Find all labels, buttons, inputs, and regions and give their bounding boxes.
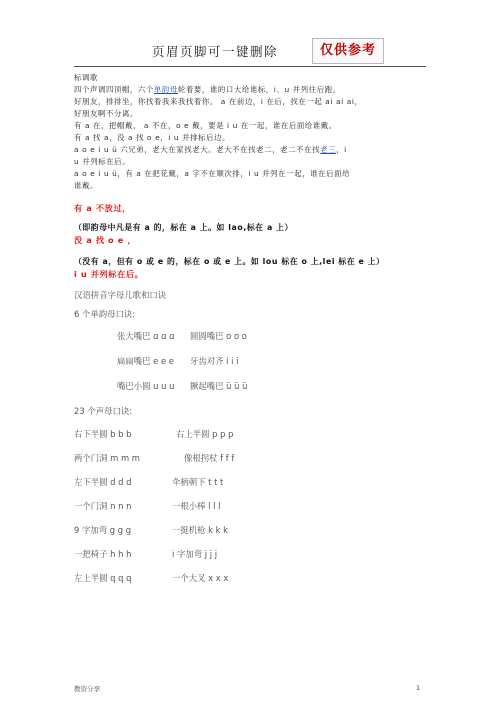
page-header [74,38,426,64]
rule-note-2: （没有 a，但有 o 或 e 的，标在 o 或 e 上。如 lou 标在 o 上,lei 标在 e 上） [74,257,385,266]
vowels-title: 6 个单韵母口诀: [74,309,136,319]
rule-red-3: i u 并列标在后。 [74,269,144,279]
consonant-row: 一把椅子 h h h i 字加弯 j j j [74,549,218,559]
rule-red-1: 有 a 不放过， [74,203,131,213]
rule-note-1: （即韵母中凡是有 a 的，标在 a 上。如 lao,标在 a 上） [74,223,293,232]
paragraph-line: a o e i u ü，有 a 在把花戴，a 字不在顺次排，i u 并列在一起，谁在后面给 [74,169,351,178]
consonant-row: 左下半圆 d d d 伞柄朝下 t t t [74,477,224,487]
paragraph-line: 四个声调四顶帽，六个单韵母轮着要，谁的口大给谁标，i、u 并列往后跑。 [74,85,341,94]
consonants-title: 23 个声母口诀: [74,406,133,416]
header-title: 页眉页脚可一键删除 [152,44,279,59]
document-body [74,72,432,585]
paragraph-line: 有 a 在，把帽戴， a 不在，o e 戴，要是 i u 在一起，谁在后面给谁戴。 [74,121,337,130]
page-number: 1 [416,684,421,692]
paragraph-line: a o e i u ü 六兄弟，老大在家找老大。老大不在找老二，老二不在找老三，i [74,145,347,154]
footer-label: 教资分享 [74,685,100,693]
paragraph-line: 好朋友，排排坐，你找着我来我找着你。 a 在前边，i 在后，找在一起 ai ai ai， [74,97,363,106]
reference-badge: 仅供参考 [312,38,384,64]
consonant-row: 右下半圆 b b b 右上半圆 p p p [74,429,234,439]
section-title: 汉语拼音字母儿歌和口诀 [74,290,167,300]
paragraph-line: u 并列标在后。 [74,157,131,166]
third-link[interactable]: 老三 [320,145,337,154]
paragraph-line: 好朋友啊不分离。 [74,109,138,118]
header-divider [74,66,426,67]
vowel-row: 嘴巴小圆 u u u 撅起嘴巴 ü ü ü [117,381,248,391]
vowel-row: 扁扁嘴巴 e e e 牙齿对齐 i i i [117,356,239,366]
section-heading: 标调歌 [74,73,98,82]
single-vowel-link[interactable]: 单韵母 [153,85,178,94]
consonant-row: 一个门洞 n n n 一根小棒 l l l [74,501,221,511]
vowel-row: 张大嘴巴 ɑ ɑ ɑ 圆圆嘴巴 o o o [117,331,247,341]
paragraph-line: 有 a 找 a，没 a 找 o e，i u 并排标后边。 [74,133,231,142]
consonant-row: 两个门洞 m m m 像根拐杖 f f f [74,453,235,463]
rule-red-2: 没 a 找 o e ， [74,235,137,245]
paragraph-line: 谁戴。 [74,181,98,190]
consonant-row: 9 字加弯 g g g 一挺机枪 k k k [74,525,229,535]
consonant-row: 左上半圆 q q q 一个大叉 x x x [74,573,229,583]
